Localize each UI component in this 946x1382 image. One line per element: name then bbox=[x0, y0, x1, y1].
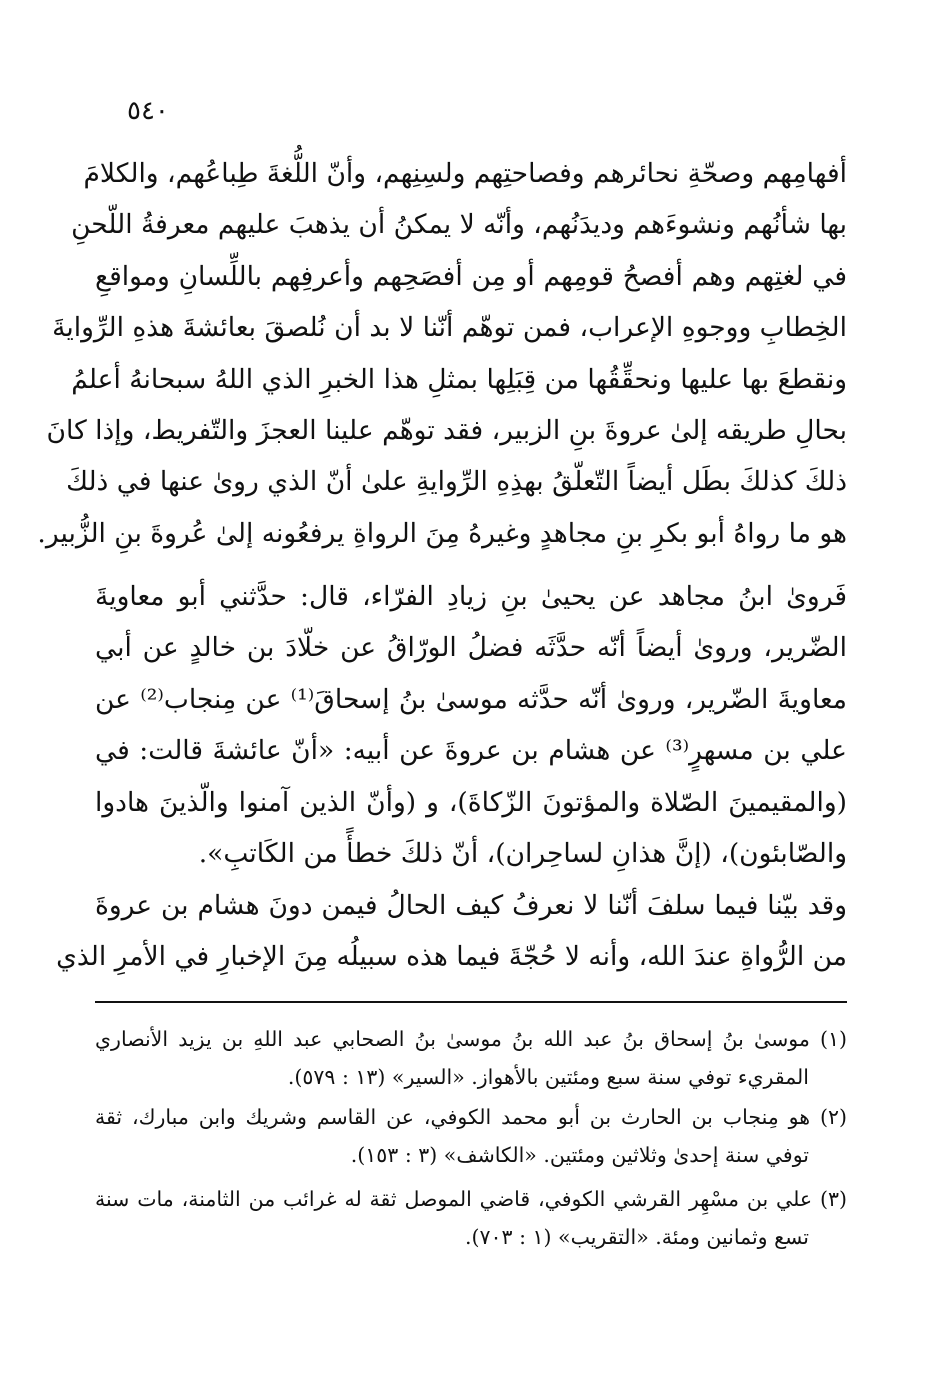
footnote-1 bbox=[95, 1020, 847, 1096]
text-line: ذلكَ كذلكَ بطَل أيضاً التّعلّقُ بهذِهِ الرِّوايةِ علىٰ أنّ الذي روىٰ عنها في ذلكَ bbox=[66, 466, 847, 498]
footnote-line: (٢) هو مِنجاب بن الحارث بن أبو محمد الكوفي، عن القاسم وشريك وابن مبارك، ثقة bbox=[95, 1105, 847, 1129]
text-line: الضّرير، وروىٰ أيضاً أنّه حدَّثَه فضلُ الورّاقُ عن خلّادَ بن خالدٍ عن أبي bbox=[95, 632, 847, 664]
text-line: بها شأنُهم ونشوءَهم وديدَنُهم، وأنّه لا يمكنُ أن يذهبَ عليهم معرفةُ اللّحنِ bbox=[71, 209, 847, 241]
text-line: معاويةَ الضّرير، وروىٰ أنّه حدَّثه موسىٰ بنُ إسحاقَ⁽¹⁾ عن مِنجاب⁽²⁾ عن bbox=[95, 683, 847, 715]
footnote-line: توفي سنة إحدىٰ وثلاثين ومئتين. «الكاشف» (٣ : ١٥٣). bbox=[350, 1143, 809, 1167]
text-line: والصّابئون)، (إنَّ هذانِ لساحِران)، أنّ ذلكَ خطأً من الكَاتبِ». bbox=[198, 837, 847, 869]
text-line: وقد بيّنا فيما سلفَ أنّنا لا نعرفُ كيف الحالُ فيمن دونَ هشام بن عروةَ bbox=[95, 890, 847, 921]
page-number: ٥٤٠ bbox=[127, 96, 169, 126]
footnote-3 bbox=[95, 1180, 847, 1256]
paragraph-1 bbox=[37, 148, 847, 559]
text-line: ونقطعَ بها عليها ونحقِّقُها من قِبَلِها بمثلِ هذا الخبرِ الذي اللهُ سبحانهُ أعلمُ bbox=[71, 363, 847, 395]
footnote-separator bbox=[95, 1001, 847, 1003]
text-line: الخِطابِ ووجوهِ الإعراب، فمن توهّم أنّنا لا بد أن نُلصقَ بعائشةَ هذهِ الرِّوايةَ bbox=[52, 312, 847, 344]
text-line: في لغتِهم وهم أفصحُ قومِهم أو مِن أفصَحِهم وأعرفِهم باللِّسانِ ومواقعِ bbox=[95, 260, 847, 292]
text-line: أفهامِهم وصحّةِ نحائرهم وفصاحتِهم ولسِنِهم، وأنّ اللُّغةَ طِباعُهم، والكلامَ bbox=[83, 158, 847, 189]
text-line: علي بن مسهرٍ⁽³⁾ عن هشام بن عروةَ عن أبيه: «أنّ عائشةَ قالت: في bbox=[95, 735, 847, 767]
text-line: هو ما رواهُ أبو بكرِ بنِ مجاهدٍ وغيرهُ مِنَ الرواةِ يرفعُونه إلىٰ عُروةَ بنِ الزُّبير. bbox=[37, 517, 847, 549]
text-line: (والمقيمينَ الصّلاة والمؤتونَ الزّكاةَ)، و (وأنّ الذين آمنوا والّذينَ هادوا bbox=[95, 786, 847, 818]
footnote-line: المقريء توفي سنة سبع ومئتين بالأهواز. «السير» (١٣ : ٥٧٩). bbox=[287, 1065, 809, 1089]
text-line: من الرُّواةِ عندَ الله، وأنه لا حُجّةَ فيما هذه سبيلُه مِنَ الإخبارِ في الأمرِ الذي bbox=[56, 941, 847, 973]
paragraph-2 bbox=[95, 571, 847, 879]
footnote-line: تسع وثمانين ومئة. «التقريب» (١ : ٧٠٣). bbox=[464, 1225, 809, 1249]
text-line: بحالِ طريقه إلىٰ عروةَ بنِ الزبير، فقد توهّم علينا العجزَ والتّفريط، وإذا كانَ bbox=[46, 414, 847, 446]
footnote-2 bbox=[95, 1098, 847, 1174]
footnote-line: (١) موسىٰ بنُ إسحاق بنُ عبد الله بنُ موسىٰ بنُ الصحابي عبد اللهِ بن يزيد الأنصاري bbox=[95, 1027, 847, 1051]
footnote-line: (٣) علي بن مسْهِر القرشي الكوفي، قاضي الموصل ثقة له غرائب من الثامنة، مات سنة bbox=[95, 1187, 847, 1211]
paragraph-3 bbox=[56, 880, 847, 983]
text-line: فَروىٰ ابنُ مجاهد عن يحيىٰ بنِ زيادِ الفرّاء، قال: حدَّثني أبو معاويةَ bbox=[95, 581, 847, 612]
